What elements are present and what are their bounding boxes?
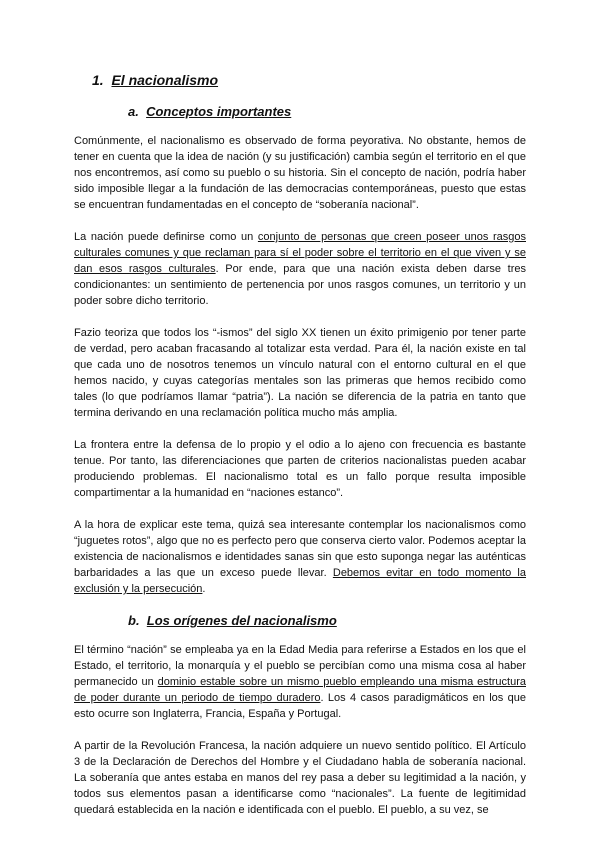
subsection-letter-b: b. (128, 613, 140, 628)
paragraph-6-post: . Los 4 casos paradigmáticos en los que esto ocurre son Inglaterra, Francia, España y Portugal. (74, 692, 526, 720)
paragraph-5-underlined: Debemos evitar en todo momento la exclusión y la persecución (74, 567, 526, 595)
paragraph-2-pre: La nación puede definirse como un (74, 231, 258, 243)
paragraph-6-underlined: dominio estable sobre un mismo pueblo empleando una misma estructura de poder durante un periodo de tiempo duradero (74, 676, 526, 704)
subsection-letter-a: a. (128, 104, 139, 119)
heading-title: El nacionalismo (111, 72, 219, 88)
paragraph-5 (74, 517, 526, 597)
paragraph-1: Comúnmente, el nacionalismo es observado de forma peyorativa. No obstante, hemos de tener en cuenta que la idea de nación (y su justificación) cambia según el territorio en el que nos encontremos, así como su pueblo o su historia. Sin el concepto de nación, podría haber sido imposible llegar a la fundación de las democracias contemporáneas, puesto que estas se encuentran fundamentadas en el concepto de “soberanía nacional”. (74, 135, 526, 211)
heading-nacionalismo (74, 71, 526, 89)
subsection-title-a: Conceptos importantes (146, 104, 292, 119)
heading-conceptos (74, 104, 526, 120)
paragraph-3: Fazio teoriza que todos los “-ismos” del siglo XX tienen un éxito primigenio por tener parte de verdad, pero acaban fracasando al totalizar esta verdad. Para él, la nación existe en tal que cada uno de nosotros tenemos un vínculo natural con el entorno cultural en el que hemos nacido, y cuyas categorías mentales son las primeras que hemos recibido como tales (lo que podríamos llamar “patria”). La nación se diferencia de la patria en tanto que termina derivando en una reclamación política mucho más amplia. (74, 327, 526, 419)
document-content (74, 71, 526, 834)
paragraph-4: La frontera entre la defensa de lo propio y el odio a lo ajeno con frecuencia es bastante tenue. Por tanto, las diferenciaciones que parten de criterios nacionalistas pueden acabar produciendo problemas. El nacionalismo total es un fallo porque resulta imposible compartimentar a la humanidad en “naciones estanco”. (74, 439, 526, 499)
paragraph-5-pre: A la hora de explicar este tema, quizá sea interesante contemplar los nacionalismos como “juguetes rotos”, algo que no es perfecto pero que conserva cierto valor. Podemos aceptar la existencia de nacionalismos e identidades sanas sin que esto suponga negar las auténticas barbaridades a las que un exceso puede llevar. (74, 519, 526, 579)
paragraph-7: A partir de la Revolución Francesa, la nación adquiere un nuevo sentido político. El Artículo 3 de la Declaración de Derechos del Hombre y el Ciudadano habla de soberanía nacional. La soberanía que antes estaba en manos del rey pasa a deber su legitimidad a la nación, y todos sus elementos pasan a identificarse como “nacionales”. La fuente de legitimidad quedará establecida en la nación e identificada con el pueblo. El pueblo, a su vez, se (74, 740, 526, 816)
heading-origenes (74, 613, 526, 629)
section-heading-1 (74, 71, 526, 89)
subsection-heading-a (74, 104, 526, 120)
subsection-title-b: Los orígenes del nacionalismo (146, 613, 337, 628)
paragraph-6-pre: El término “nación” se empleaba ya en la Edad Media para referirse a Estados en los que el Estado, el territorio, la monarquía y el pueblo se percibían como una misma cosa al haber permanecido un (74, 644, 526, 688)
subsection-heading-b (74, 613, 526, 629)
paragraph-2-underlined: conjunto de personas que creen poseer unos rasgos culturales comunes y que reclaman para sí el poder sobre el territorio en el que viven y se dan esos rasgos culturales (74, 231, 526, 275)
heading-number: 1. (92, 72, 104, 88)
paragraph-2 (74, 229, 526, 309)
paragraph-2-post: . Por ende, para que una nación exista deben darse tres condicionantes: un sentimiento de pertenencia por unos rasgos comunes, un territorio y un poder sobre dicho territorio. (74, 263, 527, 307)
paragraph-6 (74, 642, 526, 722)
paragraph-5-post: . (202, 583, 206, 595)
